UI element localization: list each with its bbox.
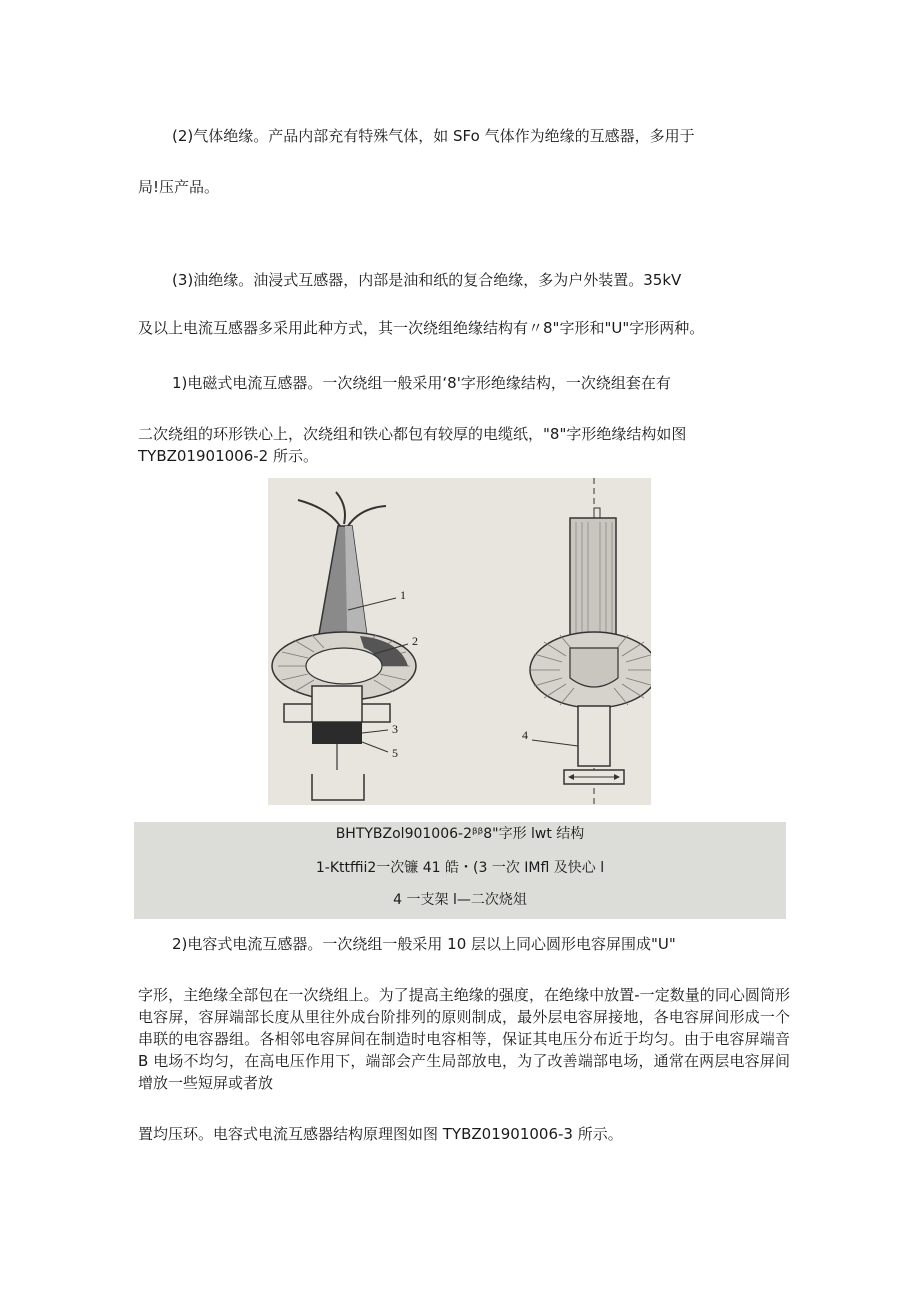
paragraph-capacitive-ct-body: 字形，主绝缘全部包在一次绕组上。为了提高主绝缘的强度，在绝缘中放置-一定数量的同心圆筒形电容屏，容屏端部长度从里往外成台阶排列的原则制成，最外层电容屏接地，各电容屏间形成一个串联的电容器组。各相邻电容屏间在制造时电容相等，保证其电压分布近于均匀。由于电容屏端音 B 电场不均匀，在高电压作用下，端部会产生局部放电，为了改善端部电场，通常在两层电容屏间增放一些短屏或者放	[138, 986, 790, 1092]
figure-drawing	[268, 478, 651, 805]
figure-label-2: 2	[412, 634, 418, 648]
figure-label-5: 5	[392, 746, 398, 760]
paragraph-gas-insulation-line2: 局!压产品。	[138, 178, 220, 196]
figure-label-3: 3	[392, 722, 398, 736]
figure-label-1: 1	[400, 588, 406, 602]
caption-legend-line1: 1-Kttffii2一次镰 41 皓・(3 一次 IMfl 及快心 l	[315, 860, 605, 876]
paragraph-capacitive-ct-last-line: 置均压环。电容式电流互感器结构原理图如图 TYBZ01901006-3 所示。	[138, 1125, 623, 1143]
figure-8-shape-insulation	[268, 478, 651, 805]
figure-label-4: 4	[522, 728, 528, 742]
paragraph-electromagnetic-ct-line2: 二次绕组的环形铁心上，次绕组和铁心都包有较厚的电缆纸，"8"字形绝缘结构如图	[138, 425, 687, 443]
paragraph-capacitive-ct-line1: 2)电容式电流互感器。一次绕组一般采用 10 层以上同心圆形电容屏围成"U"	[172, 935, 676, 953]
caption-legend-line2: 4 一支架 l—二次烧俎	[393, 892, 527, 908]
paragraph-electromagnetic-ct-line1: 1)电磁式电流互感器。一次绕组一般采用‘8'字形绝缘结构，一次绕组套在有	[172, 374, 671, 392]
paragraph-electromagnetic-ct-line3: TYBZ01901006-2 所示。	[138, 447, 318, 465]
paragraph-gas-insulation-line1: (2)气体绝缘。产品内部充有特殊气体，如 SFo 气体作为绝缘的互感器，多用于	[172, 127, 695, 145]
paragraph-oil-insulation-line2: 及以上电流互感器多采用此种方式，其一次绕组绝缘结构有〃8"字形和"U"字形两种。	[138, 319, 705, 337]
paragraph-oil-insulation-line1: (3)油绝缘。油浸式互感器，内部是油和纸的复合绝缘，多为户外装置。35kV	[172, 271, 682, 289]
figure-caption	[134, 822, 786, 919]
caption-title: BHTYBZol901006-2ᵝᵝ8"字形 lwt 结构	[335, 826, 585, 842]
